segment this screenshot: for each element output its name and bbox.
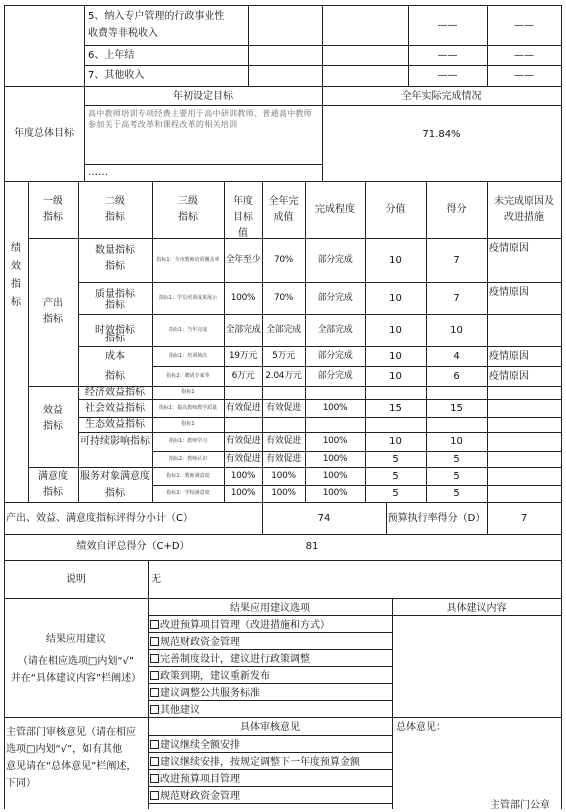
dash: —— <box>514 20 534 31</box>
cell-l2: 指标 <box>105 488 125 499</box>
cell-l3: 指标2：教师认识 <box>168 455 208 462</box>
rule <box>148 560 149 809</box>
rule <box>152 366 562 367</box>
perf-label-text: 绩效指标 <box>11 243 21 308</box>
degree-header: 完成程度 <box>315 204 355 215</box>
rule <box>561 5 562 809</box>
cell-degree: 部分完成 <box>317 292 353 303</box>
cell-l2: 质量指标 <box>95 289 135 300</box>
rule <box>148 649 392 650</box>
dash: —— <box>514 70 534 81</box>
cell-full: 5 <box>392 488 399 499</box>
cell-target: 有效促进 <box>225 402 261 413</box>
category-output <box>28 296 78 328</box>
cell-score: 5 <box>453 470 460 482</box>
rule <box>4 560 562 561</box>
cell-score: 15 <box>450 402 463 414</box>
l1-header-text: 一级指标 <box>43 196 63 223</box>
checkbox-icon[interactable] <box>150 740 159 749</box>
subtotal-value: 74 <box>317 513 331 524</box>
checkbox-icon[interactable] <box>150 705 159 714</box>
budget-label: 预算执行率得分（D） <box>387 513 486 524</box>
rule <box>4 5 562 6</box>
cell-l2-suffix: 指标 <box>105 261 125 272</box>
suggestion-option[interactable] <box>150 653 310 666</box>
cell-degree: 100% <box>322 470 348 481</box>
actual-header-text: 全年完成值 <box>268 196 299 223</box>
category-benefit-text: 效益指标 <box>43 405 63 432</box>
checkbox-icon[interactable] <box>150 671 159 680</box>
review-option[interactable] <box>150 790 240 803</box>
cell-l2-suffix: 指标 <box>105 333 125 344</box>
cell-l3: 指标1：全市教师培训覆盖率 <box>156 256 220 263</box>
reason-header-text: 未完成原因及改进措施 <box>494 196 554 223</box>
rule <box>148 632 392 633</box>
actual-rate: 71.84% <box>422 129 461 140</box>
suggestion-option[interactable] <box>150 619 330 632</box>
income-label: 7、其他收入 <box>88 70 145 81</box>
cell-degree: 全部完成 <box>317 324 353 335</box>
cell-l3: 指标1：学员培训成果展示 <box>158 294 218 301</box>
checkbox-icon[interactable] <box>150 654 159 663</box>
footer-fragment: 主管部门公章 <box>490 800 550 811</box>
cell-degree: 部分完成 <box>317 254 353 265</box>
budget-value: 7 <box>520 513 528 524</box>
cell-l3: 指标2：学校满意度 <box>166 490 210 496</box>
rule <box>84 164 322 165</box>
cell-score: 10 <box>450 324 463 336</box>
cell-actual: 全部完成 <box>266 324 301 335</box>
cell-l2-suffix: 指标 <box>105 300 125 311</box>
cell-score: 4 <box>453 350 460 362</box>
rule <box>148 666 392 667</box>
rule <box>4 534 562 535</box>
category-benefit <box>28 403 78 435</box>
suggestion-option-label: 建议调整公共服务标准 <box>160 688 260 699</box>
income-label: 收费等非税收入 <box>88 28 158 39</box>
cell-l3: 指标1：当年完成 <box>168 326 208 333</box>
cell-full: 10 <box>389 350 402 362</box>
cell-score: 10 <box>450 436 463 447</box>
rule <box>152 181 153 502</box>
goal-text: 高中教师培训专项经费主要用于高中研训教师、普通高中教师参加关于高考改革和课程改革的相关培训 <box>88 109 313 129</box>
cell-target: 100% <box>230 470 256 481</box>
cell-full: 5 <box>392 453 399 465</box>
l1-header <box>28 194 78 226</box>
checkbox-icon[interactable] <box>150 774 159 783</box>
actual-header <box>262 194 305 226</box>
score-header: 得分 <box>446 204 467 215</box>
rule <box>4 717 562 718</box>
dash: —— <box>514 50 534 61</box>
target-header <box>224 194 262 242</box>
checkbox-icon[interactable] <box>150 688 159 697</box>
suggestion-option[interactable] <box>150 636 240 649</box>
cell-actual: 100% <box>271 470 296 481</box>
rule <box>78 346 562 347</box>
rule <box>4 181 562 182</box>
cell-degree: 100% <box>322 453 348 464</box>
review-option-label: 改进预算项目管理 <box>160 774 240 785</box>
cell-score: 6 <box>453 370 460 382</box>
checkbox-icon[interactable] <box>150 637 159 646</box>
category-satisfaction-text: 满意度指标 <box>38 471 68 498</box>
suggestion-label: （请在相应选项□内划“√” <box>17 656 135 667</box>
rule <box>28 238 562 239</box>
review-label: 主管部门审核意见（请在相应 <box>6 727 136 738</box>
cell-actual: 2.04万元 <box>265 370 302 381</box>
cell-actual: 70% <box>273 292 294 303</box>
cell-l3: 指标1：提高教师教学质量 <box>158 404 218 411</box>
l2-header-text: 二级指标 <box>105 196 125 223</box>
suggestion-option-label: 政策到期，建议重新发布 <box>160 671 270 682</box>
cell-l2: 可持续影响指标 <box>80 436 150 447</box>
cell-actual: 有效促进 <box>266 436 301 446</box>
cell-l2: 经济效益指标 <box>85 387 145 398</box>
cell-l2: 成本 <box>105 350 125 362</box>
rule <box>148 752 392 753</box>
cell-target: 全部完成 <box>225 324 261 335</box>
rule <box>148 786 392 787</box>
review-specific-header: 具体审核意见 <box>240 722 300 733</box>
rule <box>4 598 562 599</box>
rule <box>148 803 392 804</box>
rule <box>248 5 249 86</box>
cell-reason: 疫情原因 <box>489 370 529 382</box>
cell-l2: 生态效益指标 <box>85 419 145 430</box>
cell-actual: 有效促进 <box>266 402 301 413</box>
rule <box>148 735 392 736</box>
cell-score: 5 <box>453 488 460 499</box>
subtotal-label: 产出、效益、满意度指标评得分小计（C） <box>6 513 193 524</box>
rule <box>28 467 562 468</box>
suggestion-option-label: 规范财政资金管理 <box>160 637 240 648</box>
rule <box>84 65 562 66</box>
cell-full: 10 <box>389 370 402 382</box>
cell-l3: 指标1 <box>181 421 195 427</box>
cell-full: 10 <box>389 436 402 447</box>
l3-header-text: 三级指标 <box>178 196 198 223</box>
cell-degree: 部分完成 <box>317 350 353 361</box>
rule <box>78 282 562 283</box>
suggestion-content-header: 具体建议内容 <box>446 603 507 614</box>
review-option[interactable] <box>150 756 360 769</box>
reason-header <box>487 194 561 226</box>
cell-degree: 100% <box>322 488 348 498</box>
suggestion-option-label: 改进预算项目管理（改进措施和方式） <box>160 620 330 631</box>
review-option[interactable] <box>150 739 240 752</box>
cell-l3: 指标2：聘请专家等 <box>166 372 210 379</box>
full-score-header: 分值 <box>385 204 406 215</box>
rule <box>28 181 29 502</box>
cell-full: 10 <box>389 324 402 336</box>
l3-header <box>152 194 224 226</box>
review-option-label: 建议继续安排，按规定调整下一年度预算金额 <box>160 757 360 768</box>
cell-target: 6万元 <box>231 370 255 381</box>
rule <box>78 399 562 400</box>
rule <box>152 485 562 486</box>
rule <box>148 700 392 701</box>
total-label: 绩效自评总得分（C+D） <box>76 541 190 552</box>
suggestion-option[interactable] <box>150 704 200 717</box>
rule <box>487 181 488 502</box>
rule <box>392 598 393 809</box>
cell-actual: 70% <box>273 254 294 265</box>
review-label: 下同） <box>6 778 36 789</box>
cell-score: 7 <box>453 292 460 304</box>
total-value: 81 <box>305 541 319 552</box>
cell-l3: 指标1 <box>181 389 195 395</box>
cell-target: 19万元 <box>228 350 258 361</box>
dash: —— <box>437 70 458 81</box>
rule <box>4 502 562 503</box>
cell-l2: 服务对象满意度 <box>80 470 150 482</box>
suggestion-label: 结果应用建议 <box>46 634 106 645</box>
dash: —— <box>437 50 458 61</box>
cell-degree: 100% <box>322 402 348 413</box>
rule <box>84 105 562 106</box>
cell-l3: 指标1：教师学习 <box>168 438 208 444</box>
cell-l2: 指标 <box>105 370 125 382</box>
cell-l2: 时效指标 <box>95 324 135 336</box>
cell-target: 全年至少 <box>225 254 261 265</box>
rule <box>78 314 562 315</box>
cell-l3: 指标1：培训场次 <box>168 352 208 359</box>
rule <box>78 432 562 433</box>
rule <box>84 45 562 46</box>
cell-target: 100% <box>230 292 256 303</box>
suggestion-option-label: 完善制度设计，建议进行政策调整 <box>160 654 310 665</box>
cell-target: 有效促进 <box>225 453 261 464</box>
suggestion-option-label: 其他建议 <box>160 705 200 716</box>
suggestion-option[interactable] <box>150 670 270 683</box>
review-option[interactable] <box>150 773 240 786</box>
goal-ellipsis: …… <box>88 167 108 178</box>
cell-actual: 有效促进 <box>266 453 301 464</box>
cell-score: 5 <box>453 453 460 465</box>
cell-full: 5 <box>392 470 399 482</box>
explain-label: 说明 <box>66 574 86 585</box>
cell-score: 7 <box>453 254 460 266</box>
cell-l3: 指标1：教师满意度 <box>166 472 210 479</box>
cell-reason: 疫情原因 <box>489 243 529 254</box>
cell-target: 100% <box>230 488 256 498</box>
cell-degree: 部分完成 <box>317 370 353 381</box>
rule <box>148 769 392 770</box>
review-option-label: 建议继续全额安排 <box>160 740 240 751</box>
cell-full: 15 <box>389 402 402 414</box>
review-overall-label: 总体意见： <box>396 722 446 733</box>
income-label: 6、上年结 <box>88 50 135 61</box>
suggestion-options-header: 结果应用建议选项 <box>230 603 310 614</box>
dash: —— <box>437 20 458 31</box>
checkbox-icon[interactable] <box>150 757 159 766</box>
checkbox-icon[interactable] <box>150 620 159 629</box>
cell-actual: 5万元 <box>272 350 295 361</box>
cell-target: 有效促进 <box>225 436 261 446</box>
cell-full: 10 <box>389 254 402 266</box>
cell-actual: 100% <box>271 488 296 498</box>
target-header-text: 年度目标值 <box>233 196 253 239</box>
category-output-text: 产出指标 <box>43 298 63 325</box>
income-label: 5、纳入专户管理的行政事业性 <box>88 11 225 22</box>
explain-value: 无 <box>151 574 161 585</box>
initial-goal-header: 年初设定目标 <box>173 91 233 102</box>
rule <box>148 683 392 684</box>
l2-header <box>78 194 152 226</box>
rule <box>4 86 562 87</box>
cell-reason: 疫情原因 <box>489 350 529 362</box>
cell-reason: 疫情原因 <box>489 287 529 298</box>
review-option-label: 规范财政资金管理 <box>160 791 240 802</box>
rule <box>4 5 5 809</box>
rule <box>148 615 562 616</box>
overall-goal-label: 年度总体目标 <box>14 128 74 139</box>
cell-full: 10 <box>389 292 402 304</box>
actual-completion-header: 全年实际完成情况 <box>401 91 482 102</box>
cell-l2: 社会效益指标 <box>85 402 145 414</box>
suggestion-option[interactable] <box>150 687 260 700</box>
category-satisfaction <box>28 469 78 501</box>
review-label: 意见请在“总体意见”栏阐述， <box>6 761 137 772</box>
review-label: 选项□内划“√”，如有其他 <box>6 744 123 755</box>
perf-label <box>4 240 28 312</box>
suggestion-label: 并在“具体建议内容”栏阐述） <box>10 673 142 684</box>
cell-degree: 100% <box>322 436 348 446</box>
checkbox-icon[interactable] <box>150 791 159 800</box>
cell-l2: 数量指标 <box>95 245 135 256</box>
